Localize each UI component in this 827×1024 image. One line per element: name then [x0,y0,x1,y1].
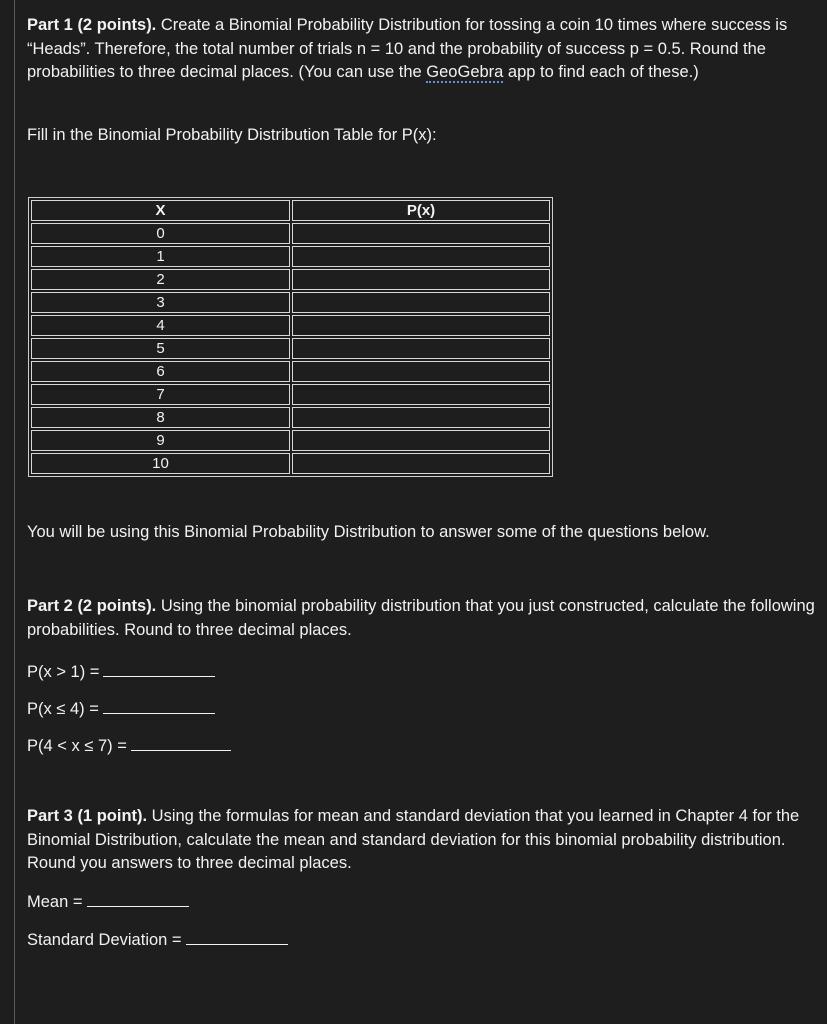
x-cell: 4 [31,315,290,336]
part1-paragraph [27,14,817,85]
part1-text-a: Create a Binomial Probability Distribution for tossing a coin 10 times where success is “Heads”. Therefore, the total number of trials n = 10 and the probability of success p = 0.5. Round the probabilities to three decimal places. (You can use the [27,16,788,81]
x-cell: 3 [31,292,290,313]
table-header-row [31,200,550,221]
q3-label: P(4 < x ≤ 7) = [27,737,127,755]
x-cell: 2 [31,269,290,290]
px-cell[interactable] [292,453,550,474]
table-row [31,246,550,267]
part1-text-b: app to find each of these.) [503,63,699,81]
x-cell: 5 [31,338,290,359]
px-cell[interactable] [292,384,550,405]
geogebra-link[interactable]: GeoGebra [426,63,504,81]
px-cell[interactable] [292,407,550,428]
q3-answer-blank[interactable] [131,734,231,751]
table-row [31,269,550,290]
x-cell: 0 [31,223,290,244]
px-cell[interactable] [292,361,550,382]
px-cell[interactable] [292,338,550,359]
table-row [31,361,550,382]
sd-label: Standard Deviation = [27,931,182,949]
sd-line [27,928,288,950]
px-cell[interactable] [292,269,550,290]
mean-answer-blank[interactable] [87,890,189,907]
table-row [31,407,550,428]
question-p-gt-1 [27,660,215,682]
q2-answer-blank[interactable] [103,697,215,714]
x-cell: 9 [31,430,290,451]
usage-note: You will be using this Binomial Probability Distribution to answer some of the questions below. [27,523,710,541]
part1-instruction: Fill in the Binomial Probability Distribution Table for P(x): [27,126,437,144]
question-p-4-to-7 [27,734,231,756]
part2-paragraph [27,595,817,642]
px-cell[interactable] [292,246,550,267]
px-cell[interactable] [292,315,550,336]
table-row [31,338,550,359]
part3-heading: Part 3 (1 point). [27,807,148,825]
px-cell[interactable] [292,292,550,313]
x-cell: 6 [31,361,290,382]
part2-text: Using the binomial probability distribution that you just constructed, calculate the following probabilities. Round to three decimal places. [27,597,815,639]
part1-heading: Part 1 (2 points). [27,16,157,34]
distribution-table [28,197,553,477]
x-cell: 8 [31,407,290,428]
sd-answer-blank[interactable] [186,928,288,945]
table-row [31,453,550,474]
header-px: P(x) [292,200,550,221]
part3-text: Using the formulas for mean and standard deviation that you learned in Chapter 4 for the Binomial Distribution, calculate the mean and standard deviation for this binomial probability distribution. Round you answers to three decimal places. [27,807,800,872]
table-row [31,430,550,451]
part3-paragraph [27,805,817,876]
q1-label: P(x > 1) = [27,663,100,681]
mean-line [27,890,189,912]
question-p-le-4 [27,697,215,719]
q1-answer-blank[interactable] [103,660,215,677]
table-row [31,223,550,244]
table-row [31,384,550,405]
header-x: X [31,200,290,221]
x-cell: 1 [31,246,290,267]
table-row [31,315,550,336]
px-cell[interactable] [292,430,550,451]
q2-label: P(x ≤ 4) = [27,700,99,718]
part2-heading: Part 2 (2 points). [27,597,157,615]
table-row [31,292,550,313]
px-cell[interactable] [292,223,550,244]
x-cell: 10 [31,453,290,474]
mean-label: Mean = [27,893,83,911]
x-cell: 7 [31,384,290,405]
